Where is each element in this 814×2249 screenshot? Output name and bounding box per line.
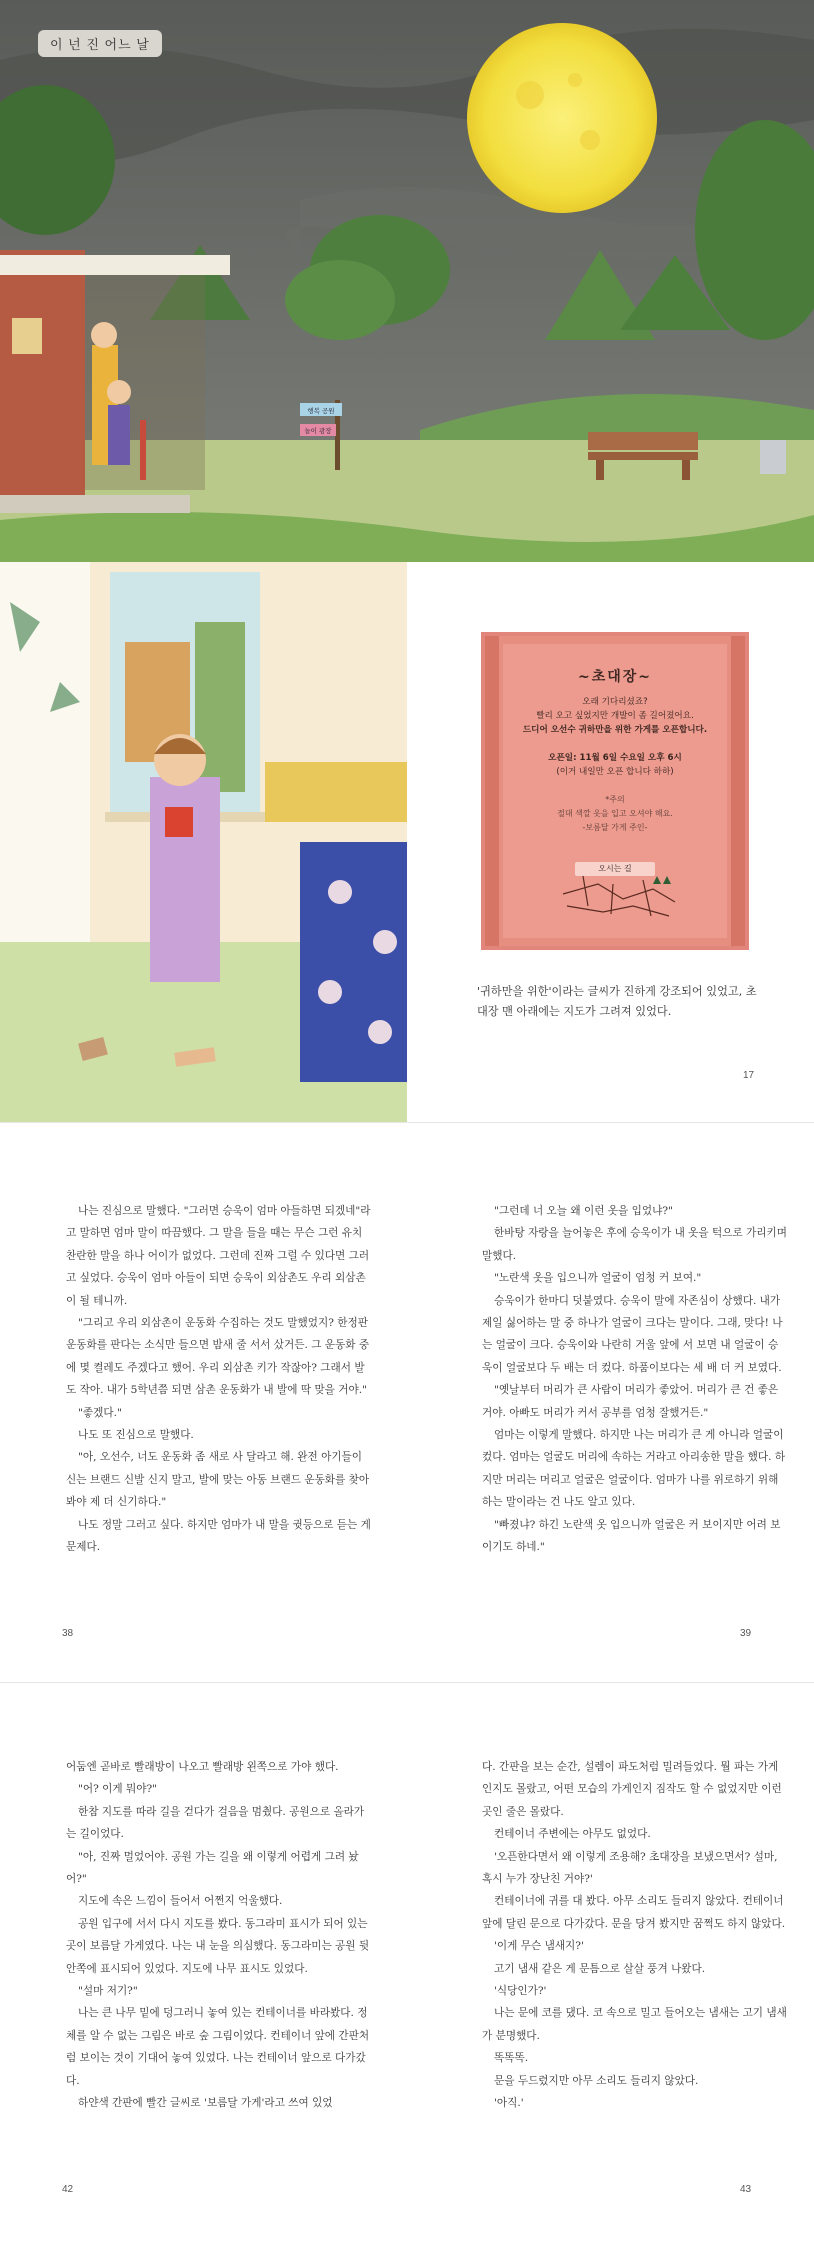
sign-bottom-label: 놀이 광장 — [304, 427, 332, 435]
invitation-line: 오래 기다리셨죠? — [582, 697, 648, 707]
paragraph: 고기 냄새 같은 게 문틈으로 살살 풍겨 나왔다. — [494, 1962, 706, 1975]
blue-blanket — [300, 842, 407, 1082]
invitation-map — [503, 644, 727, 938]
paragraph: 똑똑똑. — [494, 2052, 529, 2065]
page-38-body — [66, 1200, 371, 1559]
paragraph: '이게 무슨 냄새지?' — [494, 1940, 584, 1953]
paragraph: "아, 오선수, 너도 운동화 좀 새로 사 달라고 해. 완전 아기들이 신는 브랜드 신발 신지 말고, 발에 맞는 아동 브랜드 운동화를 찾아봐야 제 더 신기하다." — [66, 1451, 370, 1509]
park-bench — [588, 432, 698, 450]
paragraph: 한바탕 자랑을 늘어놓은 후에 승욱이가 내 옷을 턱으로 가리키며 말했다. — [482, 1227, 788, 1262]
chapter-tag: 이 넌 진 어느 날 — [38, 30, 162, 57]
bedroom-svg — [0, 562, 407, 1122]
paragraph: '오픈한다면서 왜 이렇게 조용해? 초대장을 보냈으면서? 설마, 혹시 누가 장난친 거야?' — [482, 1850, 778, 1886]
paragraph: "어? 이게 뭐야?" — [78, 1783, 158, 1796]
paragraph: 지도에 속은 느낌이 들어서 어쩐지 억울했다. — [78, 1895, 283, 1908]
paragraph: "설마 저기?" — [78, 1985, 138, 1998]
paragraph: "옛날부터 머리가 큰 사람이 머리가 좋았어. 머리가 큰 건 좋은 거야. 아빠도 머리가 커서 공부를 엄청 잘했거든." — [482, 1384, 779, 1419]
paragraph: 컨테이너 주변에는 아무도 없었다. — [494, 1828, 651, 1841]
page-number: 39 — [740, 1628, 752, 1639]
umbrella — [140, 420, 146, 480]
paragraph: '아직.' — [494, 2097, 524, 2110]
text-spread-38-39 — [0, 1122, 814, 1682]
porch-step — [0, 495, 190, 513]
invitation-note: 절대 색깔 옷을 입고 오셔야 해요. — [557, 809, 673, 818]
brick-building — [0, 250, 85, 500]
paragraph: 나는 진심으로 말했다. "그러면 승욱이 엄마 아들하면 되겠네"라고 말하면 엄마 말이 따끔했다. 그 말을 들을 때는 무슨 그런 유치찬란한 말을 하나 어이가 없었다. 그런데 진짜 그럴 수 있다면 그러고 싶었다. 승욱이 엄마 아들이 되면 승욱이 외삼촌도 우리 외삼촌이 될 테니까. — [66, 1205, 371, 1307]
paragraph: 나는 큰 나무 밑에 덩그러니 놓여 있는 컨테이너를 바라봤다. 정체를 알 수 없는 그림은 바로 숲 그림이었다. 컨테이너 앞에 간판처럼 보이는 것이 기대어 놓여 있었다. 나는 컨테이너 앞으로 다가갔다. — [66, 2007, 370, 2087]
paragraph: 컨테이너에 귀를 대 봤다. 아무 소리도 들리지 않았다. 컨테이너 앞에 달린 문으로 다가갔다. 문을 당겨 봤지만 꿈쩍도 하지 않았다. — [482, 1895, 786, 1930]
invitation-card — [481, 632, 749, 950]
invitation-line: 빨리 오고 싶었지만 개발이 좀 길어졌어요. — [536, 711, 694, 721]
building-roof — [0, 255, 230, 275]
page-39-body — [482, 1200, 787, 1559]
page-number: 38 — [62, 1628, 74, 1639]
night-scene-svg — [0, 0, 814, 562]
full-moon — [467, 23, 657, 213]
invitation-line: (이거 내일만 오픈 합니다 하하) — [556, 767, 674, 777]
paragraph: "노란색 옷을 입으니까 얼굴이 엄청 커 보여." — [494, 1272, 702, 1285]
invitation-body — [503, 644, 727, 938]
paragraph: 승욱이가 한마디 덧붙였다. 승욱이 말에 자존심이 상했다. 내가 제일 싫어하는 말 중 하나가 얼굴이 크다는 말이다. 그래, 맞다! 나는 얼굴이 크다. 승욱이와 나란히 거울 앞에 서 보면 내 얼굴이 승욱이 얼굴보다 두 배는 더 컸다. 하품이보다는 세 배 더 커 보였다. — [482, 1294, 783, 1374]
invitation-signature: -보름달 가게 주인- — [582, 823, 648, 832]
headboard — [265, 762, 407, 822]
map-label: 오시는 길 — [575, 862, 655, 876]
paragraph: 나도 또 진심으로 말했다. — [78, 1429, 194, 1442]
caption-paragraph: '귀하만을 위한'이라는 글씨가 진하게 강조되어 있었고, 초대장 맨 아래에는 지도가 그려져 있었다. — [477, 985, 757, 1018]
paragraph: 나는 문에 코를 댔다. 코 속으로 밀고 들어오는 냄새는 고기 냄새가 분명했다. — [482, 2007, 787, 2042]
trash-bin — [760, 440, 786, 474]
paragraph: 어둠엔 곧바로 빨래방이 나오고 빨래방 왼쪽으로 가야 했다. — [66, 1761, 339, 1773]
invitation-line: 드디어 오선수 귀하만을 위한 가게를 오픈합니다. — [522, 725, 708, 735]
paragraph: "아, 진짜 멀었어야. 공원 가는 길을 왜 이렇게 어렵게 그려 놨어?" — [66, 1850, 359, 1886]
paragraph: 한참 지도를 따라 길을 걷다가 걸음을 멈췄다. 공원으로 올라가는 길이었다. — [66, 1805, 365, 1841]
paragraph: 공원 입구에 서서 다시 지도를 봤다. 동그라미 표시가 되어 있는 곳이 보름달 가게였다. 나는 내 눈을 의심했다. 동그라미는 공원 뒷 안쪽에 표시되어 있었다. 지도에 나무 표시도 있었다. — [66, 1917, 370, 1975]
invitation-date: 오픈일: 11월 6일 수요일 오후 6시 — [548, 753, 682, 763]
page-number: 42 — [62, 2184, 74, 2195]
window — [12, 318, 42, 354]
sign-top-label: 행복 공원 — [307, 407, 335, 415]
page-number: 17 — [743, 1070, 755, 1081]
invitation-spread — [0, 562, 814, 1122]
paragraph: 엄마는 이렇게 말했다. 하지만 나는 머리가 큰 게 아니라 얼굴이 컸다. 엄마는 얼굴도 머리에 속하는 거라고 아리송한 말을 했다. 하지만 머리는 머리고 얼굴은 얼굴이다. 엄마가 나를 위로하기 위해 하는 말이라는 건 나도 알고 있다. — [482, 1429, 786, 1509]
paragraph: 다. 간판을 보는 순간, 설렘이 파도처럼 밀려들었다. 뭘 파는 가게인지도 몰랐고, 어떤 모습의 가게인지 짐작도 할 수 없었지만 이런 곳인 줄은 몰랐다. — [482, 1761, 782, 1818]
bedroom-illustration — [0, 562, 407, 1122]
text-spread-42-43 — [0, 1682, 814, 2249]
invitation-page — [407, 562, 814, 1122]
paragraph: 문을 두드렸지만 아무 소리도 들리지 않았다. — [494, 2074, 699, 2087]
paragraph: 하얀색 간판에 빨간 글씨로 '보름달 가게'라고 쓰여 있었 — [78, 2097, 333, 2110]
paragraph: "빠졌냐? 하긴 노란색 옷 입으니까 얼굴은 커 보이지만 어려 보이기도 하네." — [482, 1518, 781, 1554]
invitation-title: ~초대장~ — [577, 669, 653, 685]
invitation-note: *주의 — [605, 795, 625, 804]
red-invitation — [165, 807, 193, 837]
child-figure — [108, 405, 130, 465]
paragraph: "그런데 너 오늘 왜 이런 옷을 입었냐?" — [494, 1205, 673, 1217]
paragraph: "좋겠다." — [78, 1406, 122, 1419]
page-43-body — [482, 1756, 787, 2115]
paragraph: "그리고 우리 외삼촌이 운동화 수집하는 것도 말했었지? 한정판 운동화를 판다는 소식만 들으면 밤새 줄 서서 샀거든. 그 운동화 중에 몇 켤레도 주겠다고 했어. 우리 외삼촌 키가 작잖아? 그래서 발도 작아. 내가 5학년쯤 되면 삼촌 운동화가 내 발에 딱 맞을 거야." — [66, 1317, 370, 1397]
paragraph: 나도 정말 그러고 싶다. 하지만 엄마가 내 말을 귓등으로 듣는 게 문제다. — [66, 1518, 371, 1554]
night-park-illustration — [0, 0, 814, 562]
page-42-body — [66, 1756, 371, 2115]
paragraph: '식당인가?' — [494, 1985, 547, 1998]
page-number: 43 — [740, 2184, 752, 2195]
